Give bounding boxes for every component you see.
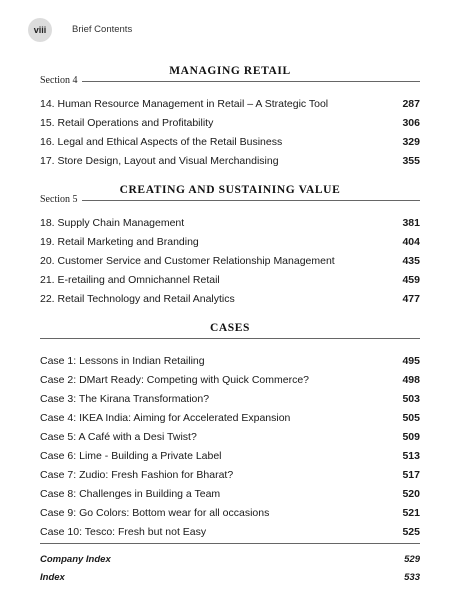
section-heading — [40, 322, 420, 340]
entry-title: 17. Store Design, Layout and Visual Merchandising — [40, 154, 279, 167]
section-heading — [40, 184, 420, 205]
entry-page: 306 — [402, 116, 420, 129]
page-number-badge: viii — [28, 18, 52, 42]
entry-page: 533 — [404, 571, 420, 583]
entry-page: 503 — [402, 392, 420, 405]
toc-entry[interactable] — [40, 132, 420, 151]
entry-title: Case 2: DMart Ready: Competing with Quick Commerce? — [40, 373, 310, 386]
entry-page: 459 — [402, 273, 420, 286]
back-matter-entry[interactable] — [40, 550, 420, 568]
entry-page: 404 — [402, 235, 420, 248]
case-entry[interactable] — [40, 370, 420, 389]
entry-page: 329 — [402, 135, 420, 148]
entry-page: 287 — [402, 97, 420, 110]
entry-title: Case 8: Challenges in Building a Team — [40, 487, 221, 500]
entry-title: Company Index — [40, 553, 111, 565]
case-entry[interactable] — [40, 427, 420, 446]
entry-title: 15. Retail Operations and Profitability — [40, 116, 214, 129]
running-head: Brief Contents — [72, 24, 133, 35]
toc-entry[interactable] — [40, 113, 420, 132]
entry-page: 498 — [402, 373, 420, 386]
entry-title: 20. Customer Service and Customer Relationship Management — [40, 254, 335, 267]
toc-content — [40, 65, 420, 600]
section-rule — [40, 200, 420, 201]
cases-section — [40, 322, 420, 586]
toc-entry[interactable] — [40, 251, 420, 270]
entry-title: Index — [40, 571, 65, 583]
page-header — [0, 0, 460, 50]
case-entry[interactable] — [40, 465, 420, 484]
section-5 — [40, 184, 420, 308]
case-entry[interactable] — [40, 389, 420, 408]
entry-page: 495 — [402, 354, 420, 367]
entry-title: Case 10: Tesco: Fresh but not Easy — [40, 525, 207, 538]
toc-entry[interactable] — [40, 151, 420, 170]
divider — [40, 543, 420, 544]
toc-entry[interactable] — [40, 213, 420, 232]
entry-title: Case 7: Zudio: Fresh Fashion for Bharat? — [40, 468, 234, 481]
entry-page: 355 — [402, 154, 420, 167]
entry-title: Case 3: The Kirana Transformation? — [40, 392, 210, 405]
toc-entry[interactable] — [40, 289, 420, 308]
entry-page: 505 — [402, 411, 420, 424]
section-title: CASES — [209, 322, 251, 334]
entry-page: 520 — [402, 487, 420, 500]
case-entry[interactable] — [40, 522, 420, 541]
entry-page: 477 — [402, 292, 420, 305]
section-rule — [40, 338, 420, 339]
case-entry[interactable] — [40, 484, 420, 503]
entry-title: Case 9: Go Colors: Bottom wear for all occasions — [40, 506, 270, 519]
entry-title: Case 1: Lessons in Indian Retailing — [40, 354, 205, 367]
entry-title: 18. Supply Chain Management — [40, 216, 185, 229]
case-entry[interactable] — [40, 446, 420, 465]
section-label: Section 4 — [40, 75, 82, 86]
toc-entry[interactable] — [40, 232, 420, 251]
entry-title: Case 6: Lime - Building a Private Label — [40, 449, 222, 462]
entry-title: 14. Human Resource Management in Retail – A Strategic Tool — [40, 97, 329, 110]
section-heading — [40, 65, 420, 86]
section-rule — [40, 81, 420, 82]
case-entry[interactable] — [40, 408, 420, 427]
section-label: Section 5 — [40, 194, 82, 205]
entry-title: Case 5: A Café with a Desi Twist? — [40, 430, 197, 443]
section-title: CREATING AND SUSTAINING VALUE — [119, 184, 341, 196]
entry-page: 513 — [402, 449, 420, 462]
entry-title: 16. Legal and Ethical Aspects of the Retail Business — [40, 135, 283, 148]
entry-page: 529 — [404, 553, 420, 565]
entry-page: 509 — [402, 430, 420, 443]
entry-title: 19. Retail Marketing and Branding — [40, 235, 199, 248]
entry-page: 525 — [402, 525, 420, 538]
case-entry[interactable] — [40, 503, 420, 522]
toc-entry[interactable] — [40, 94, 420, 113]
entry-title: Case 4: IKEA India: Aiming for Accelerated Expansion — [40, 411, 291, 424]
toc-entry[interactable] — [40, 270, 420, 289]
entry-title: 21. E-retailing and Omnichannel Retail — [40, 273, 220, 286]
entry-page: 381 — [402, 216, 420, 229]
entry-title: 22. Retail Technology and Retail Analytics — [40, 292, 235, 305]
entry-page: 521 — [402, 506, 420, 519]
section-4 — [40, 65, 420, 170]
case-entry[interactable] — [40, 351, 420, 370]
entry-page: 517 — [402, 468, 420, 481]
section-title: MANAGING RETAIL — [169, 65, 291, 77]
back-matter-entry[interactable] — [40, 568, 420, 586]
entry-page: 435 — [402, 254, 420, 267]
